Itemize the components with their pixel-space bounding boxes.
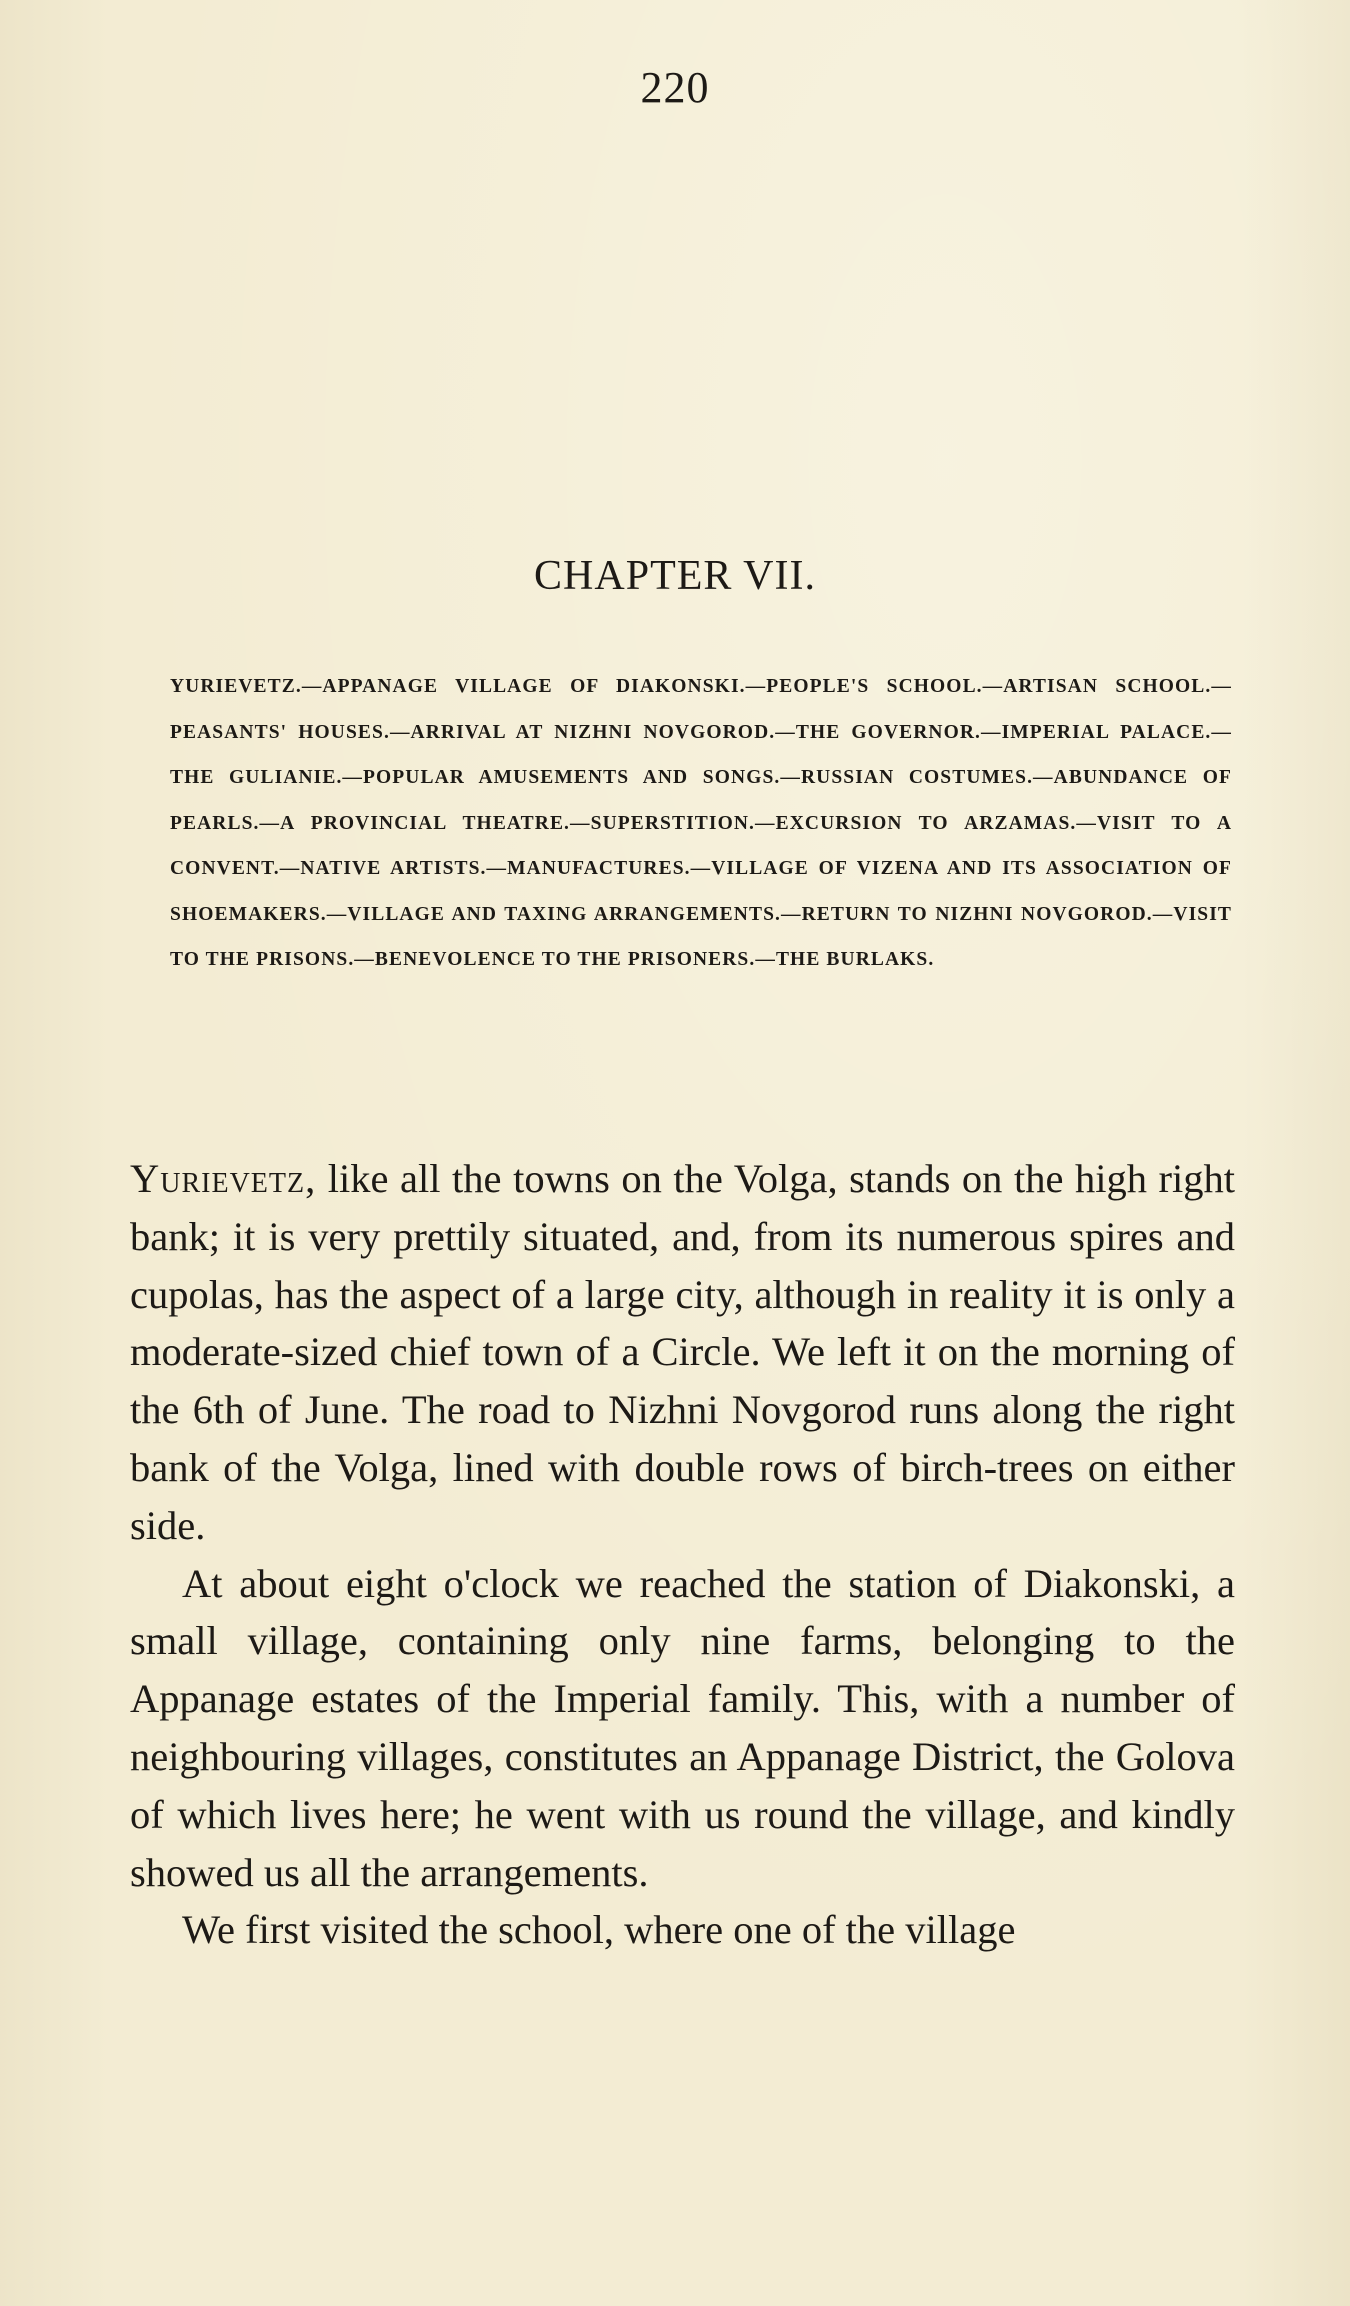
paragraph-text: like all the towns on the Volga, stands on the high right bank; it is very prettily situated, and, from its numerous spires and cupolas, has the aspect of a large city, although in reality it is only a moderate-sized chief town of a Circle. We left it on the morning of the 6th of June. The road to Nizhni Novgorod runs along the right bank of the Volga, lined with double rows of birch-trees on either side. — [130, 1156, 1235, 1548]
body-text — [130, 1150, 1235, 1959]
chapter-title: CHAPTER VII. — [534, 553, 816, 599]
paragraph-1 — [130, 1150, 1235, 1555]
paragraph-lead-word: Yurievetz, — [130, 1156, 317, 1201]
chapter-synopsis: YURIEVETZ.—APPANAGE VILLAGE OF DIAKONSKI.—PEOPLE'S SCHOOL.—ARTISAN SCHOOL.—PEASANTS' HOUSES.—ARRIVAL AT NIZHNI NOVGOROD.—THE GOVERNOR.—IMPERIAL PALACE.—THE GULIANIE.—POPULAR AMUSEMENTS AND SONGS.—RUSSIAN COSTUMES.—ABUNDANCE OF PEARLS.—A PROVINCIAL THEATRE.—SUPERSTITION.—EXCURSION TO ARZAMAS.—VISIT TO A CONVENT.—NATIVE ARTISTS.—MANUFACTURES.—VILLAGE OF VIZENA AND ITS ASSOCIATION OF SHOEMAKERS.—VILLAGE AND TAXING ARRANGEMENTS.—RETURN TO NIZHNI NOVGOROD.—VISIT TO THE PRISONS.—BENEVOLENCE TO THE PRISONERS.—THE BURLAKS. — [170, 676, 1232, 970]
paragraph-text: We first visited the school, where one of the village — [182, 1907, 1016, 1953]
page-number: 220 — [640, 63, 710, 112]
paragraph-3 — [130, 1901, 1235, 1959]
paragraph-2 — [130, 1555, 1235, 1902]
paragraph-text: At about eight o'clock we reached the station of Diakonski, a small village, containing only nine farms, belonging to the Appanage estates of the Imperial family. This, with a number of neighbouring villages, constitutes an Appanage District, the Golova of which lives here; he went with us round the village, and kindly showed us all the arrangements. — [130, 1560, 1235, 1895]
